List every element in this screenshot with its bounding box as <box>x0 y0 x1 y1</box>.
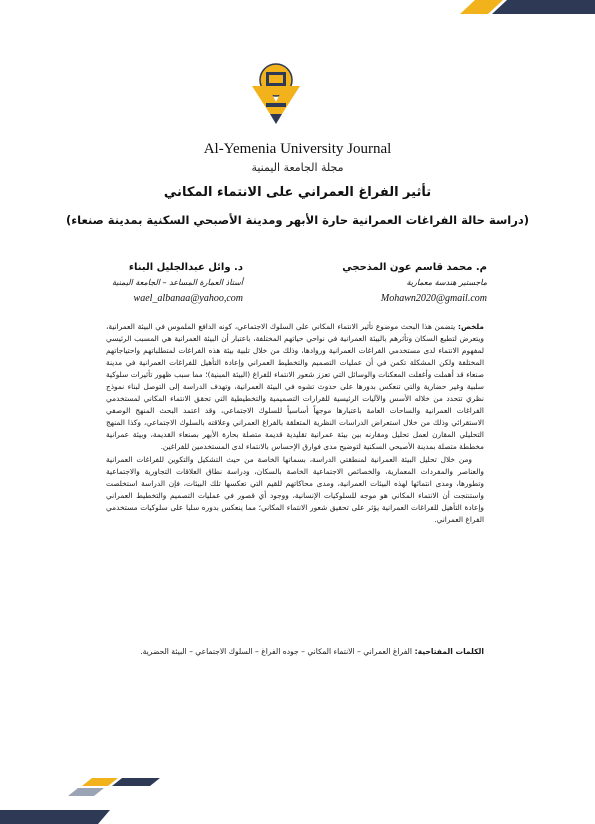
author-name: د. وائل عبدالجليل البناء <box>128 262 243 273</box>
abstract-label: ملخص <box>460 322 484 331</box>
abstract-text-1: يتضمن هذا البحث موضوع تأثير الانتماء المكاني على السلوك الاجتماعي، كونه الدافع الملموس في البيئة العمرانية، ويتعرض لتطبع السكان وتأثرهم بالبيئة العمرانية في نواحي حياتهم المختلفة، باعتبار أن البيئة العمرانية هي المسبب الرئيسي لمفهوم الانتماء لدى مستخدمي الفراغات العمرانية وروادها، وذلك من خلال تلبية بيئة هذه الفراغات لمتطلباتهم واحتياجاتهم المختلفة ولكن المشكلة تكمن في أن عمليات التصميم والتخطيط العمراني وإعادة التأهيل للفراغات العمرانية في مدينة صنعاء قد أهملت وأغفلت المعكنات والوسائل التي تعزز شعور الانتماء للفراغ (البيئة المبنية)؛ مما سبب ظهور تأثيرات سلوكية سلبية وغير حضارية والتي تنعكس بدورها على حدوث تشوه في البيئة العمرانية، وتهدف الدراسة إلى التوصل لبناء نموذج نظري تتحدد من خلاله الأسس والآليات الرئيسية للقرارات التصميمية والتخطيطية التي تحقق الانتماء المكاني لمستخدمي الفراغات العمرانية والساحات العامة باعتبارها موجهاً أساسياً للسلوك الاجتماعي، وقد اعتمد البحث المنهج الوصفي الاستقرائي وذلك من خلال استعراض الدراسات النظرية المتعلقة بالفراغ العمراني وعلاقته بالسلوك الاجتماعي، وكذا المنهج التحليلي المقارن لعمل تحليل ومقارنه بين بيئة عمرانية تقليدية قديمة متصلة بحارة الأبهر بصنعاء القديمة، وبيئة عمرانية مخططة متصلة بمدينة الأصبحي السكنية لتوضيح مدى فوارق الإحساس بالانتماء لدى المستخدمين للفراغين. <box>106 322 484 452</box>
abstract-paragraph-2: ومن خلال تحليل البيئة العمرانية لمنطقتي الدراسة، بسماتها الخاصة من حيث التشكيل والتكوين للفراغات العمرانية والعناصر والمفردات المعمارية، والخصائص الاجتماعية الخاصة بالسكان، ودراسة نطاق العلاقات التجاورية والاجتماعية وتطورها، ومدى انتمائها لهذه البيئات العمرانية، ومدى محاكاتهم للقيم التي تعكسها تلك البيئات، فإن الدراسة استخلصت واستنتجت أن الانتماء المكاني هو موجه للسلوكيات الإنسانية، ووجود أي قصور في عمليات التصميم والتخطيط العمراني وإعادة التأهيل للفراغات العمرانية يؤثر على تحقيق شعور الانتماء المكاني؛ مما ينعكس بدوره سلبا على سلوكيات مستخدمي الفراغ العمراني. <box>106 454 484 524</box>
corner-decoration-top-right <box>455 0 595 40</box>
keywords <box>106 645 484 658</box>
keywords-text: الفراغ العمراني – الانتماء المكاني – جوده الفراغ – السلوك الاجتماعي – البيئة الحضرية. <box>140 647 412 656</box>
university-logo <box>246 62 306 126</box>
author-name: م. محمد قاسم عون المذحجي <box>342 262 487 273</box>
abstract-label-colon: : <box>455 322 461 331</box>
corner-decoration-bottom-left <box>0 764 160 824</box>
author-block <box>307 262 487 304</box>
abstract <box>106 321 484 526</box>
author-email: wael_albanaa@yahoo,com <box>133 293 243 304</box>
article-subtitle: (دراسة حالة الفراغات العمرانية حارة الأبهر ومدينة الأصبحي السكنية بمدينة صنعاء) <box>65 213 529 227</box>
journal-name-english: Al-Yemenia University Journal <box>203 141 392 157</box>
author-affiliation: ماجستير هندسة معمارية <box>406 278 487 287</box>
author-block <box>93 262 243 304</box>
abstract-paragraph-1 <box>106 321 484 454</box>
author-email: Mohawn2020@gmail.com <box>380 293 487 304</box>
keywords-label: الكلمات المفتاحية <box>417 647 484 656</box>
keywords-label-colon: : <box>411 647 418 656</box>
article-title: تأثير الفراغ العمراني على الانتماء المكاني <box>163 185 432 200</box>
author-affiliation: أستاذ العمارة المساعد – الجامعة اليمنية <box>111 278 243 287</box>
journal-name-arabic: مجلة الجامعة اليمنية <box>251 161 344 174</box>
